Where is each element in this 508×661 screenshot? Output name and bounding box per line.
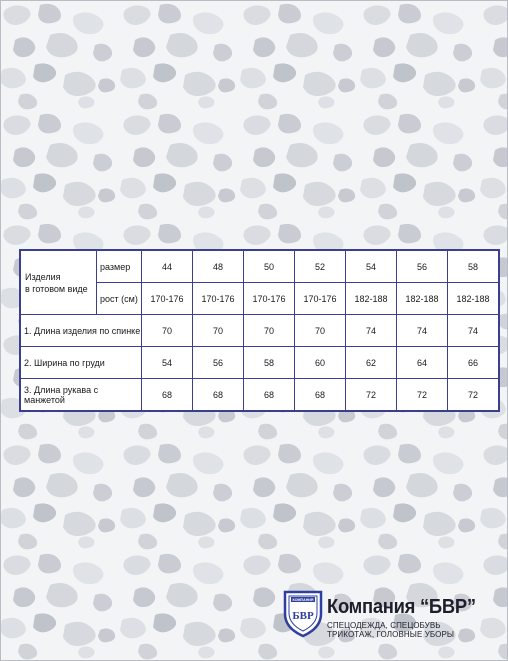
height-cell: 170-176 <box>193 283 244 315</box>
value-cell: 70 <box>295 315 346 347</box>
value-cell: 68 <box>142 379 193 412</box>
value-cell: 68 <box>193 379 244 412</box>
emblem-monogram: БВР <box>292 610 314 622</box>
value-cell: 70 <box>142 315 193 347</box>
value-cell: 66 <box>448 347 500 379</box>
value-cell: 56 <box>193 347 244 379</box>
value-cell: 72 <box>448 379 500 412</box>
value-cell: 62 <box>346 347 397 379</box>
emblem-top-text: КОМПАНИЯ <box>292 598 314 602</box>
size-cell: 58 <box>448 250 500 283</box>
value-cell: 60 <box>295 347 346 379</box>
size-chart-table <box>19 249 500 412</box>
value-cell: 54 <box>142 347 193 379</box>
value-cell: 72 <box>397 379 448 412</box>
measure-label-cell: 3. Длина рукава с манжетой <box>20 379 142 412</box>
value-cell: 74 <box>448 315 500 347</box>
height-cell: 170-176 <box>142 283 193 315</box>
company-logo <box>282 588 492 648</box>
measure-label-cell: 1. Длина изделия по спинке <box>20 315 142 347</box>
value-cell: 72 <box>346 379 397 412</box>
height-cell: 182-188 <box>397 283 448 315</box>
value-cell: 68 <box>295 379 346 412</box>
value-cell: 68 <box>244 379 295 412</box>
size-cell: 48 <box>193 250 244 283</box>
value-cell: 74 <box>346 315 397 347</box>
table-row <box>20 315 499 347</box>
value-cell: 58 <box>244 347 295 379</box>
table-row <box>20 379 499 412</box>
header-label-cell <box>20 250 97 315</box>
measure-label-cell: 2. Ширина по груди <box>20 347 142 379</box>
company-subtitle-line1: СПЕЦОДЕЖДА, СПЕЦОБУВЬ <box>327 621 441 630</box>
table-row <box>20 347 499 379</box>
height-cell: 170-176 <box>295 283 346 315</box>
size-label-cell: размер <box>97 250 142 283</box>
value-cell: 70 <box>244 315 295 347</box>
height-cell: 182-188 <box>448 283 500 315</box>
value-cell: 70 <box>193 315 244 347</box>
height-label-cell: рост (см) <box>97 283 142 315</box>
height-cell: 182-188 <box>346 283 397 315</box>
header-label-line1: Изделия <box>25 271 61 282</box>
table-row-sizes <box>20 250 499 283</box>
size-cell: 50 <box>244 250 295 283</box>
header-label-line2: в готовом виде <box>25 283 88 294</box>
size-cell: 44 <box>142 250 193 283</box>
size-cell: 56 <box>397 250 448 283</box>
shield-emblem-icon <box>282 588 324 638</box>
company-subtitle-line2: ТРИКОТАЖ, ГОЛОВНЫЕ УБОРЫ <box>327 630 455 639</box>
value-cell: 64 <box>397 347 448 379</box>
size-cell: 54 <box>346 250 397 283</box>
height-cell: 170-176 <box>244 283 295 315</box>
company-name: Компания “БВР” <box>327 596 476 618</box>
value-cell: 74 <box>397 315 448 347</box>
size-cell: 52 <box>295 250 346 283</box>
